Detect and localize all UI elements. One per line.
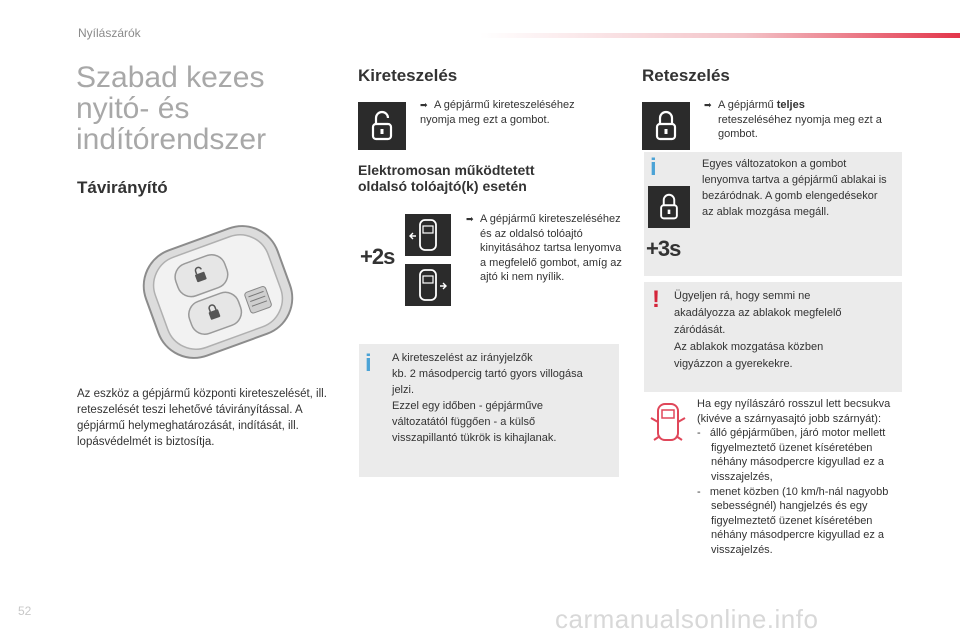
header-accent-bar — [480, 33, 960, 38]
unlock-info-text: A kireteszelést az irányjelzők kb. 2 másodpercig tartó gyors villogása jelzi. Ezzel egy időben - gépjárműve változatától függően - a külső visszapillantó tükrök is kihajlanak. — [392, 352, 583, 444]
section-header: Nyílászárók — [78, 26, 141, 40]
unlock-instruction-text: A gépjármű kireteszeléséhez nyomja meg ezt a gombot. — [420, 99, 575, 126]
subheading-line-1: Elektromosan működtetett — [358, 162, 535, 178]
remote-description: Az eszköz a gépjármű központi kireteszelését, ill. reteszelését teszi lehetővé távirányítással. A gépjármű helymeghatározását, indítását, ill. lopásvédelmét is biztosítja. — [77, 388, 327, 448]
sliding-door-subheading — [358, 162, 598, 194]
door-open-item-2: - menet közben (10 km/h-nál nagyobb sebességnél) hangjelzés és egy figyelmeztető üzenet kíséretében néhány másodpercre kigyullad ez a visszajelzés. — [697, 485, 889, 556]
info-icon: i — [650, 154, 657, 181]
hold-3s-badge: +3s — [646, 236, 681, 261]
info-icon: i — [365, 350, 372, 377]
warning-text: Ügyeljen rá, hogy semmi ne akadályozza az ablakok megfelelő záródását. Az ablakok mozgatása közben vigyázzon a gyerekekre. — [674, 290, 842, 370]
hold-2s-badge: +2s — [360, 244, 395, 269]
door-open-item-1: - álló gépjárműben, járó motor mellett figyelmeztető üzenet kíséretében néhány másodpercre kigyullad ez a visszajelzés, — [697, 427, 886, 483]
warning-icon: ! — [652, 286, 660, 313]
sliding-door-left-icon — [405, 214, 451, 256]
bullet-arrow-icon: ➡ — [466, 214, 474, 224]
sliding-door-right-icon — [405, 264, 451, 306]
remote-heading: Távirányító — [77, 178, 168, 197]
lock-instruction-pre: A gépjármű — [718, 99, 777, 111]
lock-button-icon — [642, 102, 690, 150]
lock-info-text: Egyes változatokon a gombot lenyomva tartva a gépjármű ablakai is bezáródnak. A gomb elengedésekor az ablak mozgása megáll. — [702, 158, 887, 218]
page-title — [76, 62, 336, 155]
watermark: carmanualsonline.info — [555, 604, 819, 634]
bullet-arrow-icon: ➡ — [704, 100, 712, 110]
sliding-door-instruction — [466, 212, 630, 285]
unlock-heading: Kireteszelés — [358, 66, 458, 85]
door-open-text — [697, 397, 907, 558]
title-line-1: Szabad kezes — [76, 61, 265, 94]
page-number: 52 — [18, 604, 32, 618]
unlock-button-icon — [358, 102, 406, 150]
lock-button-icon-small — [648, 186, 690, 228]
title-line-2: nyitó- és — [76, 92, 190, 125]
unlock-info-box — [359, 344, 619, 477]
door-open-warning-icon — [646, 400, 690, 444]
sliding-door-instruction-text: A gépjármű kireteszeléséhez és az oldalsó tolóajtó kinyitásához tartsa lenyomva a megfelelő gombot, amíg az ajtó ki nem nyílik. — [480, 213, 622, 283]
lock-instruction-bold: teljes — [776, 99, 805, 111]
lock-info-box — [644, 152, 902, 276]
subheading-line-2: oldalsó tolóajtó(k) esetén — [358, 178, 527, 194]
unlock-instruction — [420, 98, 600, 127]
door-open-intro: Ha egy nyílászáró rosszul lett becsukva (kivéve a szárnyasajtó jobb szárnyát): — [697, 398, 891, 425]
bullet-arrow-icon: ➡ — [420, 100, 428, 110]
title-line-3: indítórendszer — [76, 123, 267, 156]
lock-instruction — [704, 98, 894, 142]
lock-heading: Reteszelés — [642, 66, 730, 85]
lock-instruction-post: reteszeléséhez nyomja meg ezt a gombot. — [718, 113, 882, 140]
remote-key-illustration — [130, 222, 306, 362]
warning-box — [644, 282, 902, 392]
